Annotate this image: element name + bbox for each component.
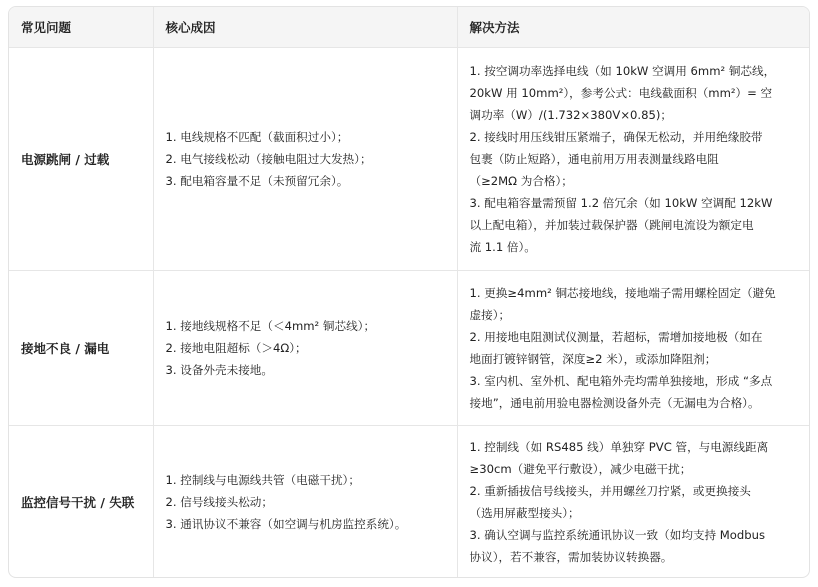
solution-cell — [457, 425, 810, 578]
solution-line: 接地”，通电前用验电器检测设备外壳（无漏电为合格）。 — [469, 395, 760, 410]
solution-line: 虚接）； — [469, 307, 511, 322]
solution-line: 3. 配电箱容量需预留 1.2 倍冗余（如 10kW 空调配 12kW — [469, 195, 773, 210]
cause-line: 1. 接地线规格不足（＜4mm² 铜芯线）； — [165, 318, 376, 333]
solution-line: （选用屏蔽型接头）； — [469, 506, 580, 521]
solution-line: 20kW 用 10mm²），参考公式：电线截面积（mm²）= 空 — [469, 85, 773, 100]
cause-cell — [153, 47, 457, 270]
table-header-row — [9, 7, 810, 47]
cause-line: 3. 通讯协议不兼容（如空调与机房监控系统）。 — [165, 517, 407, 532]
solution-line: 包裹（防止短路），通电前用万用表测量线路电阻 — [469, 151, 719, 166]
header-solution: 解决方法 — [457, 7, 810, 47]
solution-line: （≥2MΩ 为合格）； — [469, 173, 573, 188]
cause-line: 3. 设备外壳未接地。 — [165, 362, 273, 377]
solution-line: 3. 室内机、室外机、配电箱外壳均需单独接地，形成 “多点 — [469, 373, 773, 388]
solution-line: 1. 按空调功率选择电线（如 10kW 空调用 6mm² 铜芯线， — [469, 63, 776, 78]
solution-line: 3. 确认空调与监控系统通讯协议一致（如均支持 Modbus — [469, 528, 766, 543]
cause-line: 2. 信号线接头松动； — [165, 495, 273, 510]
problem-cell: 接地不良 / 漏电 — [9, 270, 153, 425]
solution-line: 2. 用接地电阻测试仪测量，若超标，需增加接地极（如在 — [469, 329, 763, 344]
solution-line: 1. 控制线（如 RS485 线）单独穿 PVC 管，与电源线距离 — [469, 440, 769, 455]
solution-cell — [457, 270, 810, 425]
solution-line: 协议），若不兼容，需加装协议转换器。 — [469, 550, 673, 565]
solution-line: ≥30cm（避免平行敷设），减少电磁干扰； — [469, 462, 692, 477]
solution-line: 以上配电箱），并加装过载保护器（跳闸电流设为额定电 — [469, 217, 754, 232]
cause-line: 2. 接地电阻超标（＞4Ω）； — [165, 340, 307, 355]
cause-cell — [153, 270, 457, 425]
problem-cell: 监控信号干扰 / 失联 — [9, 425, 153, 578]
cause-cell — [153, 425, 457, 578]
troubleshooting-table-container — [8, 6, 810, 578]
header-problem: 常见问题 — [9, 7, 153, 47]
solution-line: 地面打镀锌钢管，深度≥2 米），或添加降阻剂； — [469, 351, 717, 366]
solution-line: 2. 接线时用压线钳压紧端子，确保无松动，并用绝缘胶带 — [469, 129, 763, 144]
table-row — [9, 47, 810, 270]
problem-cell: 电源跳闸 / 过载 — [9, 47, 153, 270]
solution-line: 调功率（W）/(1.732×380V×0.85)； — [469, 107, 672, 122]
solution-line: 1. 更换≥4mm² 铜芯接地线，接地端子需用螺栓固定（避免 — [469, 285, 776, 300]
header-cause: 核心成因 — [153, 7, 457, 47]
table-row — [9, 270, 810, 425]
solution-line: 2. 重新插拔信号线接头，并用螺丝刀拧紧，或更换接头 — [469, 484, 751, 499]
cause-line: 1. 控制线与电源线共管（电磁干扰）； — [165, 473, 360, 488]
cause-line: 3. 配电箱容量不足（未预留冗余）。 — [165, 173, 349, 188]
cause-line: 1. 电线规格不匹配（截面积过小）； — [165, 129, 349, 144]
table-row — [9, 425, 810, 578]
cause-line: 2. 电气接线松动（接触电阻过大发热）； — [165, 151, 372, 166]
troubleshooting-table — [9, 7, 810, 578]
solution-line: 流 1.1 倍）。 — [469, 239, 536, 254]
solution-cell — [457, 47, 810, 270]
